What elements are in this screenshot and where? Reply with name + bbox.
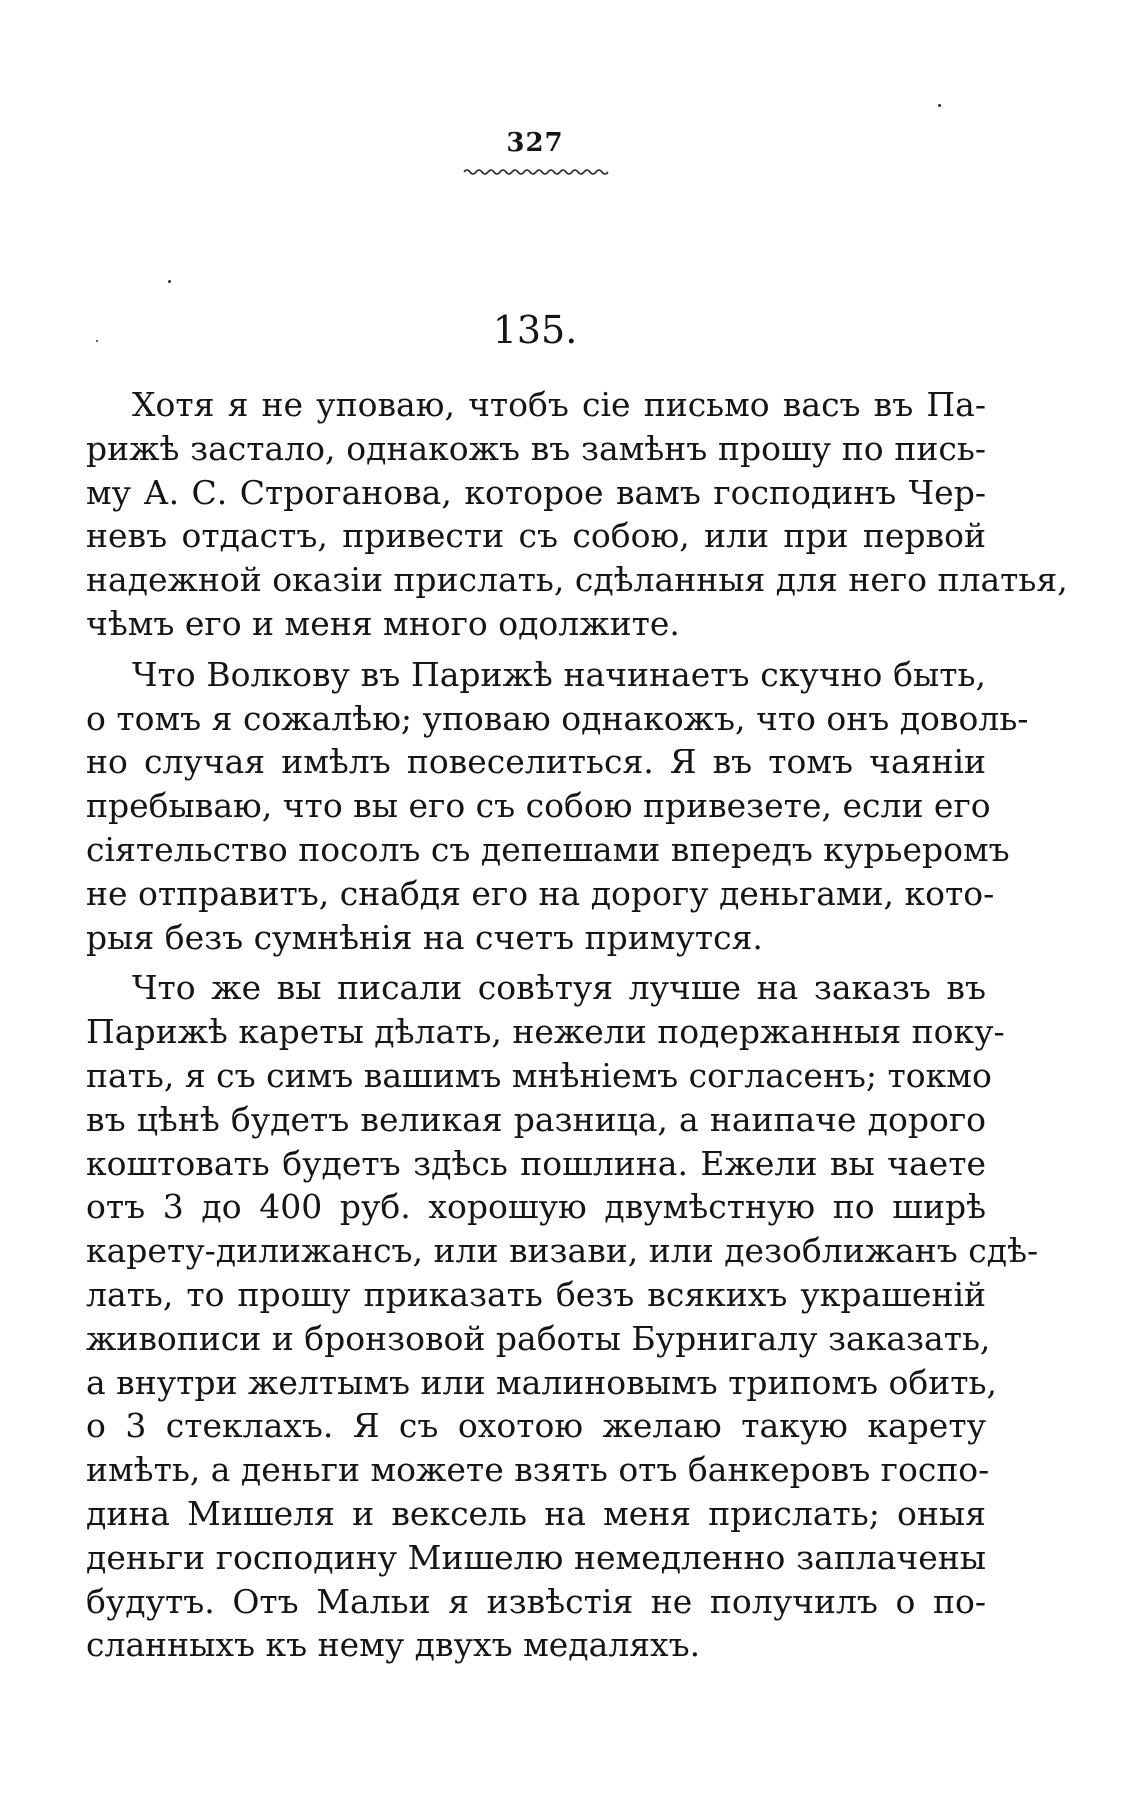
letter-number: 135. [492, 308, 578, 352]
text-line: о томъ я сожалѣю; уповаю однакожъ, что онъ доволь- [86, 698, 1029, 738]
text-line: будутъ. Отъ Мальи я извѣстія не получилъ о по- [86, 1581, 986, 1621]
text-line: не отправитъ, снабдя его на дорогу деньгами, кото- [86, 873, 995, 913]
text-line: Что же вы писали совѣтуя лучше на заказъ въ [132, 968, 986, 1008]
text-line: въ цѣнѣ будетъ великая разница, а наипаче дорого [86, 1099, 986, 1139]
ornamental-wavy-rule [462, 166, 612, 178]
text-line: лать, то прошу приказать безъ всякихъ украшеній [86, 1274, 986, 1314]
text-line: Парижѣ кареты дѣлать, нежели подержанныя поку- [86, 1012, 1005, 1052]
text-line: коштовать будетъ здѣсь пошлина. Ежели вы чаете [86, 1143, 986, 1183]
text-line: му А. С. Строганова, которое вамъ господинъ Чер- [86, 472, 986, 512]
text-line: сіятельство посолъ съ депешами впередъ курьеромъ [86, 829, 1010, 869]
print-speck [938, 104, 941, 107]
print-speck [168, 280, 171, 283]
paragraph [86, 966, 1039, 1667]
text-line: а внутри желтымъ или малиновымъ трипомъ обить, [86, 1362, 997, 1402]
text-line: рижѣ застало, однакожъ въ замѣнъ прошу по пись- [86, 428, 986, 468]
page-number: 327 [506, 128, 564, 158]
text-line: Что Волкову въ Парижѣ начинаетъ скучно быть, [132, 654, 986, 694]
letter-body [86, 383, 1068, 1674]
text-line: пребываю, что вы его съ собою привезете, если его [86, 786, 991, 826]
text-line: дина Мишеля и вексель на меня прислать; оныя [86, 1493, 986, 1533]
text-line: рыя безъ сумнѣнія на счетъ примутся. [86, 917, 763, 957]
text-line: надежной оказіи прислать, сдѣланныя для него платья, [86, 560, 1068, 600]
text-line: пать, я съ симъ вашимъ мнѣніемъ согласенъ; токмо [86, 1055, 992, 1095]
text-line: Хотя я не уповаю, чтобъ сіе письмо васъ въ Па- [132, 385, 986, 424]
text-line: карету-дилижансъ, или визави, или дезоближанъ сдѣ- [86, 1231, 1039, 1271]
text-line: чѣмъ его и меня много одолжите. [86, 603, 680, 643]
paragraph [86, 653, 1029, 960]
text-line: но случая имѣлъ повеселиться. Я въ томъ чаяніи [86, 742, 986, 782]
text-line: о 3 стеклахъ. Я съ охотою желаю такую карету [86, 1406, 986, 1446]
text-line: невъ отдастъ, привести съ собою, или при первой [86, 516, 986, 556]
text-line: отъ 3 до 400 руб. хорошую двумѣстную по ширѣ [86, 1187, 986, 1227]
text-line: имѣть, а деньги можете взять отъ банкеровъ госпо- [86, 1450, 990, 1490]
text-line: живописи и бронзовой работы Бурнигалу заказать, [86, 1318, 991, 1358]
paragraph [86, 383, 1068, 646]
text-line: деньги господину Мишелю немедленно заплачены [86, 1537, 986, 1577]
text-line: сланныхъ къ нему двухъ медаляхъ. [86, 1625, 701, 1665]
